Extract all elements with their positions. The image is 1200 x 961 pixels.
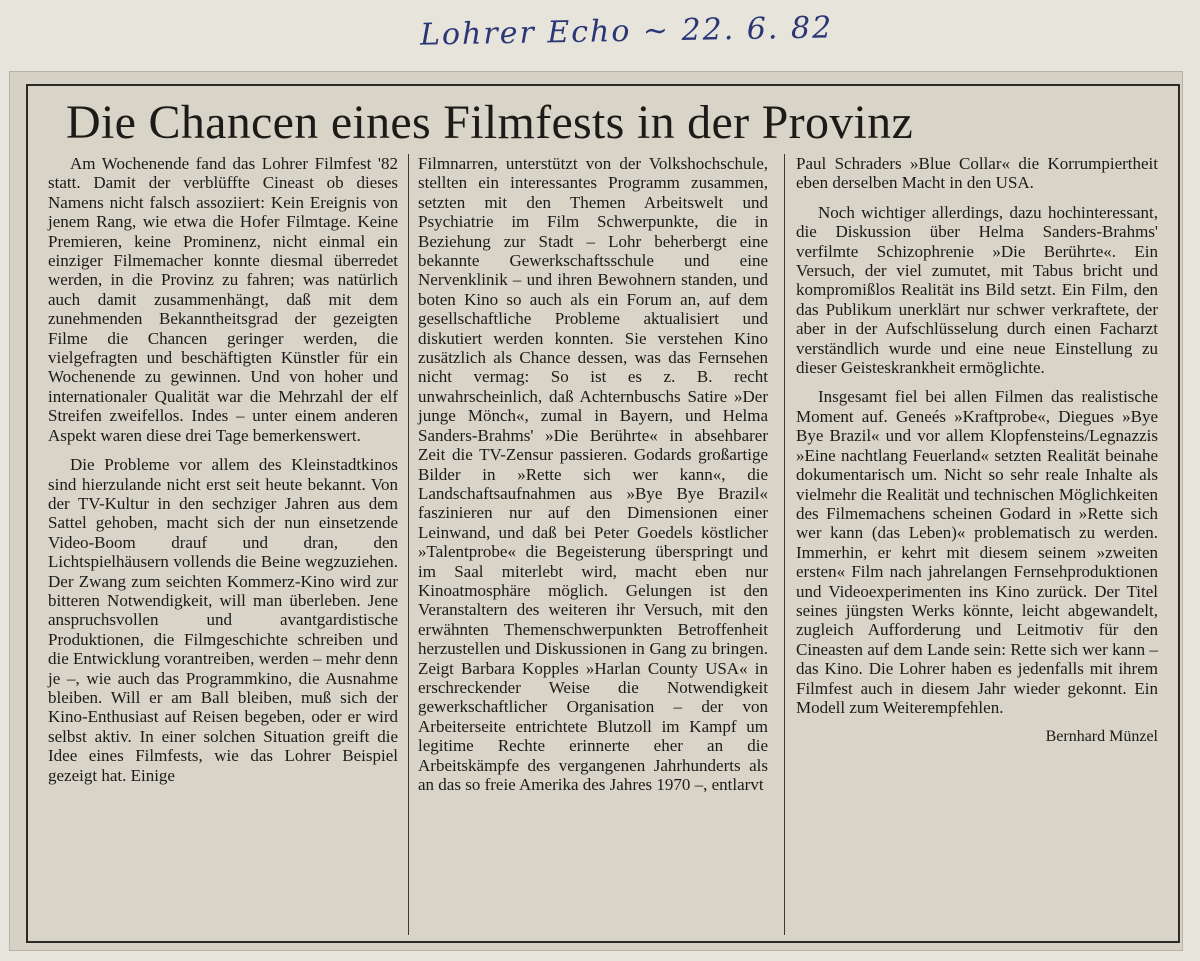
column-divider bbox=[784, 154, 785, 935]
paragraph: Die Probleme vor allem des Kleinstadtkinos sind hierzulande nicht erst seit heute bekannt. Von der TV-Kultur in den sechziger Jahren aus dem Sattel gehoben, macht sich der nun einsetzende Video-Boom drauf und dran, den Lichtspielhäusern vollends die Beine wegzuziehen. Der Zwang zum seichten Kommerz-Kino wird zur bitteren Notwendigkeit, will man überleben. Jene anspruchsvollen und avantgardistische Produktionen, die Filmgeschichte schreiben und die Entwicklung vorantreiben, werden – mehr denn je –, wie auch das Programmkino, die Ausnahme bleiben. Will er am Ball bleiben, muß sich der Kino-Enthusiast auf Reisen begeben, oder er wird selbst aktiv. In einer solchen Situation greift die Idee eines Filmfests, wie das Lohrer Beispiel gezeigt hat. Einige bbox=[48, 455, 398, 785]
article-frame bbox=[26, 84, 1180, 943]
paragraph: Noch wichtiger allerdings, dazu hochinteressant, die Diskussion über Helma Sanders-Brahms' verfilmte Schizophrenie »Die Berührte«. Ein Versuch, der viel zumutet, mit Tabus bricht und kompromißlos Realität ins Bild setzt. Ein Film, den das Publikum unerklärt nur schwer verkraftete, der aber in der Aufschlüsselung durch einen Facharzt verständlich wurde und eine neue Einstellung zu dieser Geisteskrankheit ermöglichte. bbox=[796, 202, 1158, 378]
article-headline: Die Chancen eines Filmfests in der Provinz bbox=[66, 96, 914, 149]
paragraph: Insgesamt fiel bei allen Filmen das realistische Moment auf. Geneés »Kraftprobe«, Diegues »Bye Bye Brazil« und vor allem Klopfensteins/Legnazzis »Eine nachtlang Feuerland« setzten Realität beinahe dokumentarisch um. Nicht so sehr reale Inhalte als vielmehr die Realität und technischen Möglichkeiten des Filmemachens scheinen Godard in »Rette sich wer kann (das Leben)« problematisch zu werden. Immerhin, er kehrt mit diesem seinem »zweiten ersten« Film nach jahrelangen Fernsehproduktionen und Videoexperimenten ins Kino zurück. Der Titel seines jüngsten Werks könnte, leicht abgewandelt, zugleich Aufforderung und Leitmotiv für den Cineasten auf dem Lande sein: Rette sich wer kann – das Kino. Die Lohrer haben es jedenfalls mit ihrem Filmfest auch in diesem Jahr wieder gekonnt. Ein Modell zum Weiterempfehlen. bbox=[796, 387, 1158, 717]
article-column-1 bbox=[48, 154, 398, 935]
column-divider bbox=[408, 154, 409, 935]
paragraph: Filmnarren, unterstützt von der Volkshochschule, stellten ein interessantes Programm zusammen, setzten mit den Themen Arbeitswelt und Psychiatrie im Film Schwerpunkte, die in Beziehung zur Stadt – Lohr beherbergt eine bekannte Gewerkschaftsschule und eine Nervenklinik – und ihren Bewohnern standen, und boten Kino so auch als ein Forum an, auf dem gesellschaftliche Probleme aktualisiert und diskutiert werden konnten. Sie verstehen Kino zusätzlich als Chance dessen, was das Fernsehen nicht vermag: So ist es z. B. recht unwahrscheinlich, daß Achternbuschs Satire »Der junge Mönch«, zumal in Bayern, und Helma Sanders-Brahms' »Die Berührte« in absehbarer Zeit die TV-Zensur passieren. Godards großartige Bilder in »Rette sich wer kann«, die Landschaftsaufnahmen aus »Bye Bye Brazil« faszinieren nur auf den Dimensionen einer Leinwand, und daß bei Peter Goedels köstlicher »Talentprobe« die Begeisterung überspringt und im Saal miterlebt wird, macht eben nur Kinoatmosphäre möglich. Gelungen ist den Veranstaltern des weiteren ihr Versuch, mit den erwähnten Themenschwerpunkten Betroffenheit herzustellen und Diskussionen in Gang zu bringen. Zeigt Barbara Kopples »Harlan County USA« in erschreckender Weise die Notwendigkeit gewerkschaftlicher Organisation – der von Arbeiterseite entrichtete Blutzoll im Kampf um legitime Rechte erinnerte eher an die Arbeitskämpfe des vergangenen Jahrhunderts als an das so freie Amerika des Jahres 1970 –, entlarvt bbox=[418, 154, 768, 794]
article-column-3 bbox=[796, 154, 1158, 935]
paragraph: Am Wochenende fand das Lohrer Filmfest '82 statt. Damit der verblüffte Cineast ob dieses Namens nicht falsch assoziiert: Kein Ereignis von jenem Rang, wie etwa die Hofer Filmtage. Keine Premieren, keine Prominenz, nicht einmal ein einziger Filmemacher konnte diesmal überredet werden, in die Provinz zu fahren; was natürlich auch damit zusammenhängt, daß mit dem zunehmenden Bekanntheitsgrad der gezeigten Filme die Chancen geringer werden, die vielgefragten und beschäftigten Künstler für ein Wochenende zu gewinnen. Und von hoher und internationaler Qualität war die Mehrzahl der elf Streifen zweifellos. Indes – unter einem anderen Aspekt waren diese drei Tage bemerkenswert. bbox=[48, 154, 398, 445]
handwritten-note: Lohrer Echo ~ 22. 6. 82 bbox=[419, 10, 834, 53]
author-byline: Bernhard Münzel bbox=[1045, 728, 1158, 746]
article-column-2 bbox=[418, 154, 768, 935]
paragraph: Paul Schraders »Blue Collar« die Korrumpiertheit eben derselben Macht in den USA. bbox=[796, 154, 1158, 193]
article-body bbox=[44, 154, 1168, 935]
